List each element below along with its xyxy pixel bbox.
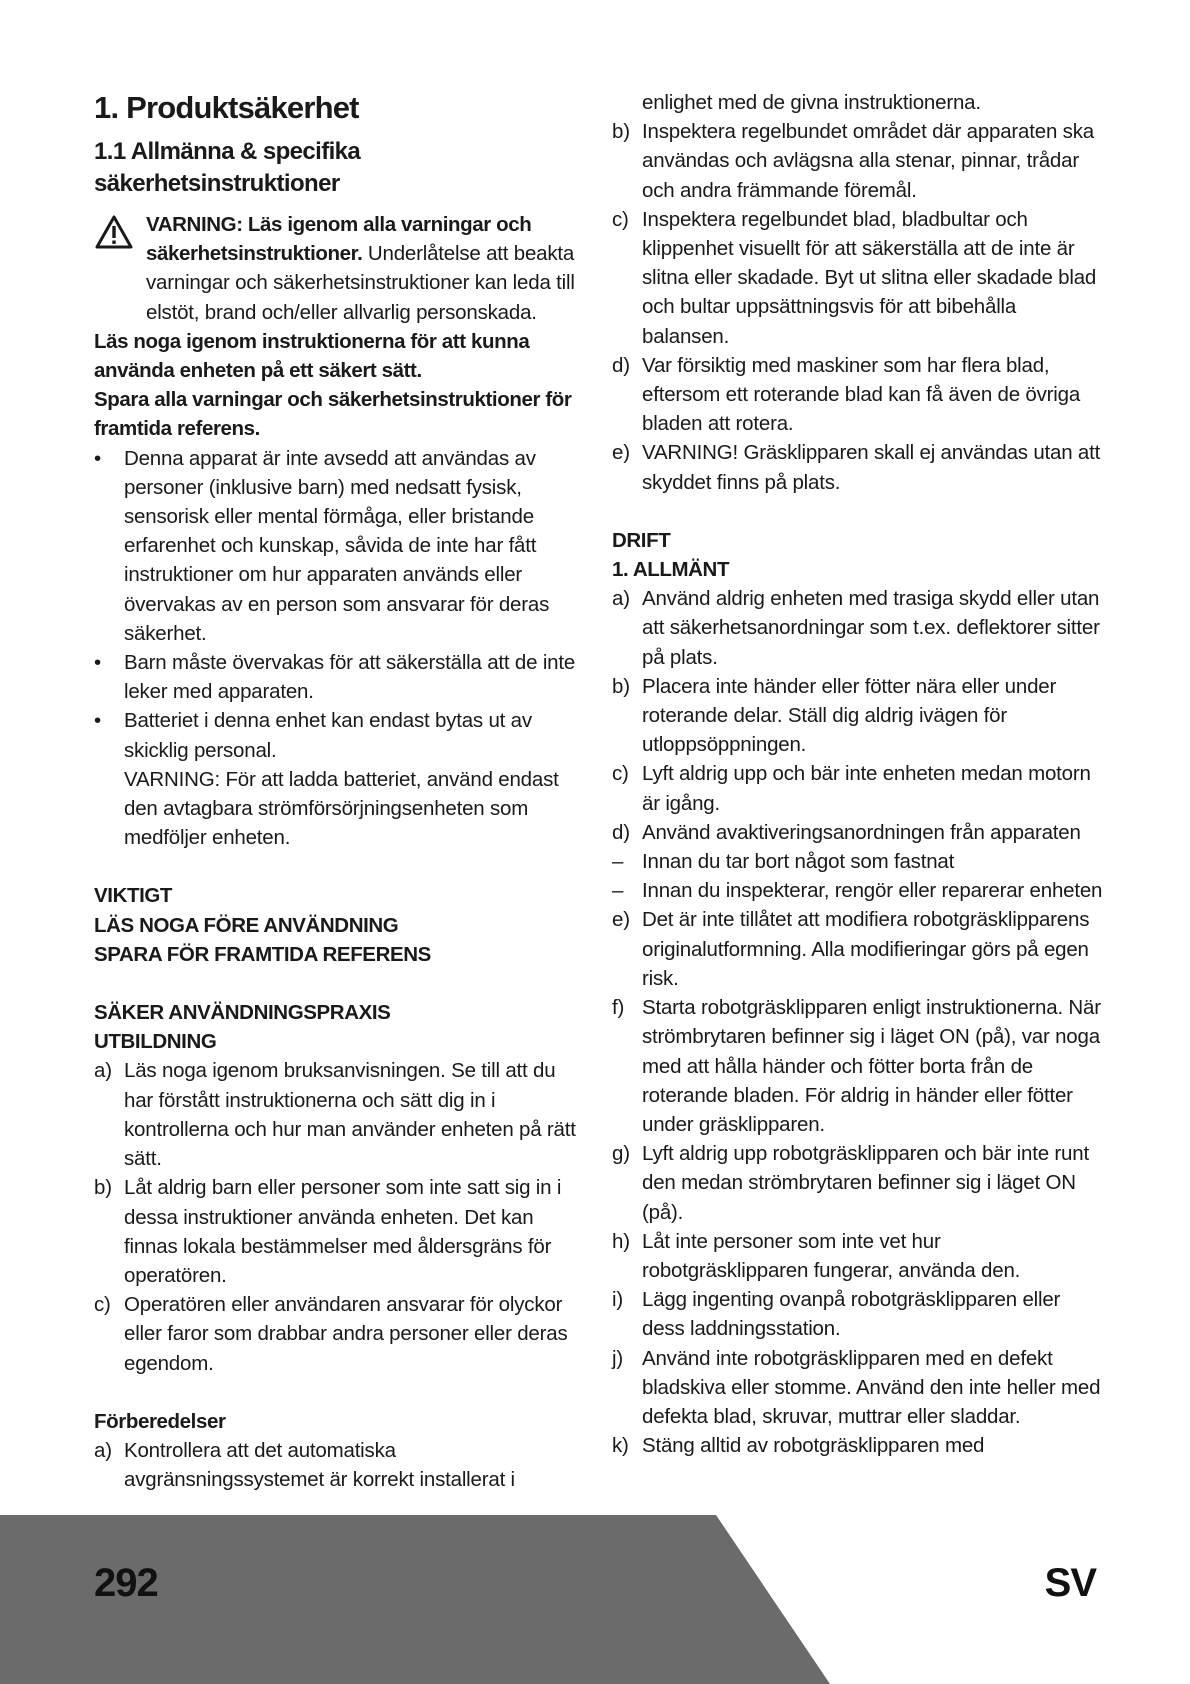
list-text: Kontrollera att det automatiska avgränsningssystemet är korrekt installerat i [124, 1438, 515, 1492]
list-marker: i) [612, 1288, 623, 1312]
bullet-text: Denna apparat är inte avsedd att användas av personer (inklusive barn) med nedsatt fysisk, sensorisk eller mental förmåga, eller bristande erfarenhet och kunskap, såvida de inte har fått instruktioner om hur apparaten används eller övervakas av en person som ansvarar för deras säkerhet. [124, 446, 550, 645]
dash-marker: – [612, 850, 624, 874]
left-column [94, 88, 584, 1494]
training-list [94, 1056, 584, 1377]
page-title: 1. Produktsäkerhet [94, 90, 359, 125]
list-marker: a) [612, 587, 630, 611]
list-text: Stäng alltid av robotgräsklipparen med [642, 1434, 985, 1458]
warning-block [94, 210, 584, 327]
list-marker: b) [612, 674, 630, 698]
list-marker: a) [94, 1438, 112, 1462]
list-text: Använd aldrig enheten med trasiga skydd eller utan att säkerhetsanordningar som t.ex. deflektorer sitter på plats. [642, 587, 1100, 669]
list-text: Låt aldrig barn eller personer som inte satt sig in i dessa instruktioner använda enheten. Det kan finnas lokala bestämmelser med åldersgräns för operatören. [124, 1176, 562, 1287]
list-text: Läs noga igenom bruksanvisningen. Se till att du har förstått instruktionerna och sätt dig in i kontrollerna och hur man använder enheten på rätt sätt. [124, 1059, 576, 1171]
list-marker: b) [612, 120, 630, 144]
operation-list [612, 584, 1106, 1460]
list-item [612, 1431, 1106, 1460]
list-marker: b) [94, 1176, 112, 1200]
list-item [612, 993, 1106, 1139]
bold-notice-1: Läs noga igenom instruktionerna för att kunna använda enheten på ett säkert sätt. [94, 329, 530, 383]
list-marker: e) [612, 908, 630, 932]
list-text: Låt inte personer som inte vet hur robotgräsklipparen fungerar, använda den. [642, 1229, 1021, 1282]
warning-text: Underlåtelse att beakta varningar och säkerhetsinstruktioner kan leda till elstöt, brand och/eller allvarlig personskada. [146, 242, 575, 324]
list-text: Var försiktig med maskiner som har flera blad, eftersom ett roterande blad kan få även de övriga bladen att rotera. [642, 353, 1081, 436]
list-item [612, 205, 1106, 351]
list-item [612, 818, 1106, 847]
list-item [94, 444, 584, 648]
safe-use-heading: SÄKER ANVÄNDNINGSPRAXIS [94, 1001, 391, 1025]
list-text: Operatören eller användaren ansvarar för olyckor eller faror som drabbar andra personer eller deras egendom. [124, 1293, 568, 1375]
important-save-line: SPARA FÖR FRAMTIDA REFERENS [94, 942, 431, 966]
list-text: Placera inte händer eller fötter nära eller under roterande delar. Ställ dig aldrig ivägen för utloppsöppningen. [642, 674, 1057, 757]
list-item [94, 706, 584, 852]
list-marker: e) [612, 441, 630, 465]
list-marker: a) [94, 1059, 112, 1083]
right-column [612, 88, 1106, 1460]
general-heading: 1. ALLMÄNT [612, 558, 730, 582]
list-text: Innan du tar bort något som fastnat [642, 850, 955, 874]
dash-marker: – [612, 879, 624, 903]
warning-triangle-icon [94, 214, 134, 250]
list-item [612, 438, 1106, 496]
list-item [612, 1285, 1106, 1343]
list-text: Använd inte robotgräsklipparen med en defekt bladskiva eller stomme. Använd den inte heller med defekta blad, skruvar, muttrar eller sladdar. [642, 1346, 1101, 1428]
list-item [612, 117, 1106, 205]
list-item [612, 672, 1106, 760]
list-marker: c) [612, 207, 629, 231]
operation-heading: DRIFT [612, 528, 671, 552]
bullet-list [94, 444, 584, 853]
footer-band [0, 1515, 1190, 1684]
list-item [612, 1139, 1106, 1227]
list-item [612, 1227, 1106, 1285]
list-marker: k) [612, 1434, 629, 1458]
bullet-marker: • [94, 709, 101, 733]
training-heading: UTBILDNING [94, 1030, 217, 1054]
list-item [94, 1436, 584, 1494]
bullet-text: Barn måste övervakas för att säkerställa att de inte leker med apparaten. [124, 651, 576, 704]
important-heading: VIKTIGT [94, 884, 173, 908]
preparations-list [612, 117, 1106, 497]
list-marker: c) [612, 762, 629, 786]
list-text: Starta robotgräsklipparen enligt instruktionerna. När strömbrytaren befinner sig i läget ON (på), var noga med att hålla händer och fötter borta från de roterande bladen. För aldrig in händer eller fötter under gräsklipparen. [642, 996, 1101, 1136]
warning-heading: VARNING: Läs igenom alla varningar och säkerhetsinstruktioner. [146, 213, 532, 266]
list-item [612, 584, 1106, 672]
list-text: Lyft aldrig upp och bär inte enheten medan motorn är igång. [642, 762, 1091, 815]
list-text: Innan du inspekterar, rengör eller reparerar enheten [642, 879, 1103, 903]
list-text: Inspektera regelbundet området där apparaten ska användas och avlägsna alla stenar, pinnar, trådar och andra främmande föremål. [642, 120, 1094, 202]
list-item [94, 1290, 584, 1378]
list-item [612, 905, 1106, 993]
list-item [612, 1344, 1106, 1432]
list-text: Använd avaktiveringsanordningen från apparaten [642, 820, 1081, 844]
list-marker: d) [612, 353, 630, 377]
important-read-line: LÄS NOGA FÖRE ANVÄNDNING [94, 913, 399, 937]
list-text: enlighet med de givna instruktionerna. [642, 91, 981, 114]
list-marker: c) [94, 1293, 111, 1317]
list-marker: j) [612, 1346, 623, 1370]
list-item [612, 759, 1106, 817]
bullet-text: Batteriet i denna enhet kan endast bytas ut av skicklig personal. [124, 709, 532, 762]
list-item [612, 876, 1106, 905]
bullet-warning-text: VARNING: För att ladda batteriet, använd endast den avtagbara strömförsörjningsenheten som medföljer enheten. [124, 767, 559, 850]
list-item [94, 1056, 584, 1173]
bold-notice-2: Spara alla varningar och säkerhetsinstruktioner för framtida referens. [94, 388, 572, 441]
list-text: VARNING! Gräsklipparen skall ej användas utan att skyddet finns på plats. [642, 441, 1101, 494]
list-text: Inspektera regelbundet blad, bladbultar och klippenhet visuellt för att säkerställa att de inte är slitna eller skadade. Byt ut slitna eller skadade blad och bultar uppsättningsvis för att bibehålla balansen. [642, 207, 1097, 348]
list-text: Det är inte tillåtet att modifiera robotgräsklipparens originalutformning. Alla modifieringar görs på egen risk. [642, 908, 1090, 990]
list-item [612, 847, 1106, 876]
list-item-continued [612, 88, 1106, 117]
list-text: Lägg ingenting ovanpå robotgräsklipparen eller dess laddningsstation. [642, 1288, 1061, 1341]
list-text: Lyft aldrig upp robotgräsklipparen och bär inte runt den medan strömbrytaren befinner sig i läget ON (på). [642, 1142, 1089, 1224]
list-item [94, 1173, 584, 1290]
preparations-heading: Förberedelser [94, 1409, 226, 1433]
language-code: SV [1044, 1561, 1096, 1605]
list-marker: f) [612, 996, 625, 1020]
list-item [94, 648, 584, 706]
list-marker: h) [612, 1229, 630, 1253]
bullet-marker: • [94, 651, 101, 675]
list-item [612, 351, 1106, 439]
bullet-marker: • [94, 446, 101, 470]
section-subtitle: 1.1 Allmänna & specifika säkerhetsinstruktioner [94, 138, 361, 197]
list-marker: d) [612, 820, 630, 844]
page-number: 292 [94, 1561, 158, 1605]
list-marker: g) [612, 1142, 630, 1166]
